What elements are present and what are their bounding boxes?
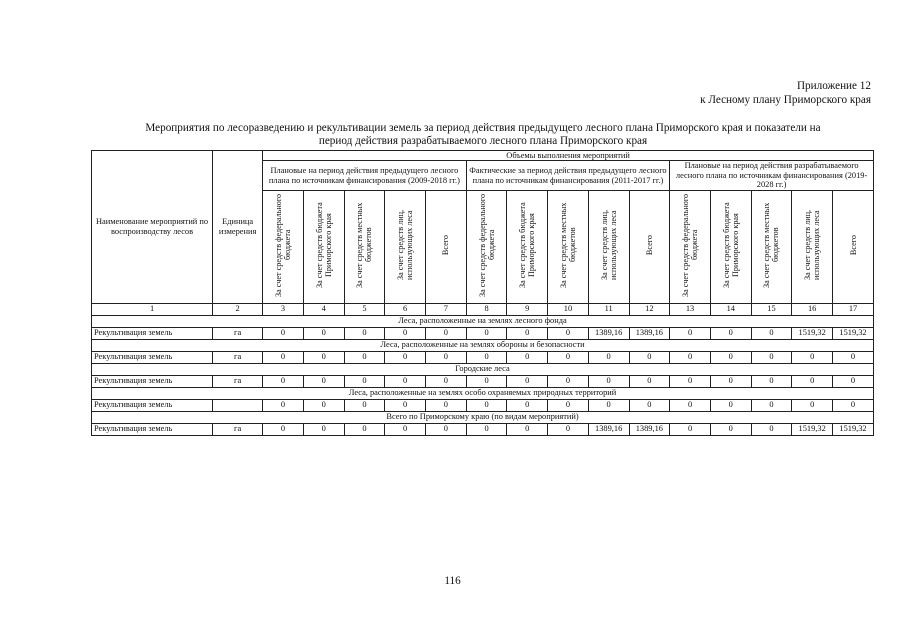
- row-value-cell: 0: [710, 327, 751, 339]
- row-value-cell: 0: [751, 423, 792, 435]
- row-unit: га: [213, 375, 263, 387]
- header-regional-3-label: За счет средств бюджета Приморского края: [721, 202, 740, 289]
- appendix-line-1: Приложение 12: [796, 80, 871, 92]
- header-group-planned-previous: Плановые на период действия предыдущего лесного плана по источникам финансирования (2009-2018 гг.): [263, 161, 467, 190]
- header-total-2: [629, 190, 670, 303]
- header-regional-1-label: За счет средств бюджета Приморского края: [314, 202, 333, 289]
- header-local-1-label: За счет средств местных бюджетов: [355, 202, 374, 289]
- row-value-cell: 0: [507, 351, 548, 363]
- measures-table: [91, 150, 874, 436]
- row-value-cell: 0: [710, 399, 751, 411]
- header-users-2-label: За счет средств лиц, использующих леса: [599, 210, 618, 281]
- table-row: [92, 375, 874, 387]
- column-number: 6: [385, 303, 426, 315]
- row-value-cell: 0: [344, 399, 385, 411]
- header-name: Наименование мероприятий по воспроизводству лесов: [92, 151, 213, 304]
- row-value-cell: 0: [833, 399, 874, 411]
- row-measure-name: Рекультивация земель: [92, 375, 213, 387]
- header-users-3-label: За счет средств лиц, использующих леса: [803, 210, 822, 281]
- appendix-label: [700, 79, 871, 107]
- row-value-cell: 0: [344, 423, 385, 435]
- row-value-cell: 0: [507, 399, 548, 411]
- header-users-2: [588, 190, 629, 303]
- section-header-row: [92, 315, 874, 327]
- row-value-cell: 0: [425, 375, 466, 387]
- header-users-1-label: За счет средств лиц, использующих леса: [396, 210, 415, 281]
- header-total-2-label: Всего: [644, 235, 654, 256]
- row-value-cell: 0: [303, 351, 344, 363]
- row-value-cell: 0: [385, 375, 426, 387]
- row-value-cell: 0: [303, 399, 344, 411]
- row-value-cell: 0: [466, 351, 507, 363]
- section-title: Городские леса: [92, 363, 874, 375]
- row-value-cell: 0: [710, 423, 751, 435]
- header-users-1: [385, 190, 426, 303]
- row-value-cell: 0: [425, 399, 466, 411]
- row-value-cell: 0: [385, 399, 426, 411]
- header-volumes: Объемы выполнения мероприятий: [263, 151, 874, 161]
- row-value-cell: 0: [588, 351, 629, 363]
- section-title: Леса, расположенные на землях лесного фонда: [92, 315, 874, 327]
- section-header-row: [92, 411, 874, 423]
- row-value-cell: 0: [751, 399, 792, 411]
- header-group-planned-new: Плановые на период действия разрабатываемого лесного плана по источникам финансирования (2019-2028 гг.): [670, 161, 874, 190]
- row-value-cell: 0: [710, 375, 751, 387]
- row-value-cell: 1519,32: [833, 327, 874, 339]
- row-unit: га: [213, 351, 263, 363]
- section-title: Леса, расположенные на землях особо охраняемых природных территорий: [92, 387, 874, 399]
- column-number: 12: [629, 303, 670, 315]
- row-value-cell: 0: [548, 327, 589, 339]
- row-value-cell: 0: [425, 327, 466, 339]
- section-header-row: [92, 363, 874, 375]
- header-federal-2-label: За счет средств федерального бюджета: [477, 193, 496, 297]
- header-regional-1: [303, 190, 344, 303]
- row-value-cell: 0: [385, 351, 426, 363]
- header-local-2-label: За счет средств местных бюджетов: [558, 202, 577, 289]
- header-local-2: [548, 190, 589, 303]
- header-local-3: [751, 190, 792, 303]
- header-group-actual-previous: Фактические за период действия предыдущего лесного плана по источникам финансирования (2011-2017 гг.): [466, 161, 670, 190]
- row-value-cell: 0: [751, 375, 792, 387]
- table-row: [92, 327, 874, 339]
- header-total-1: [425, 190, 466, 303]
- row-measure-name: Рекультивация земель: [92, 327, 213, 339]
- row-unit: га: [213, 327, 263, 339]
- column-number: 5: [344, 303, 385, 315]
- row-value-cell: 0: [792, 375, 833, 387]
- row-measure-name: Рекультивация земель: [92, 399, 213, 411]
- row-value-cell: 0: [507, 423, 548, 435]
- row-value-cell: 0: [548, 375, 589, 387]
- row-value-cell: 0: [833, 351, 874, 363]
- table-body: [92, 303, 874, 435]
- column-number: 15: [751, 303, 792, 315]
- column-number: 3: [263, 303, 304, 315]
- row-value-cell: 0: [466, 327, 507, 339]
- header-total-3-label: Всего: [848, 235, 858, 256]
- row-value-cell: 0: [385, 423, 426, 435]
- row-value-cell: 0: [466, 423, 507, 435]
- column-number: 10: [548, 303, 589, 315]
- column-number: 13: [670, 303, 711, 315]
- appendix-line-2: к Лесному плану Приморского края: [700, 94, 871, 106]
- row-value-cell: 0: [629, 375, 670, 387]
- row-value-cell: 0: [670, 423, 711, 435]
- row-value-cell: 1519,32: [792, 423, 833, 435]
- row-value-cell: 0: [670, 399, 711, 411]
- table-row: [92, 399, 874, 411]
- row-value-cell: 0: [263, 423, 304, 435]
- row-value-cell: 0: [263, 327, 304, 339]
- header-regional-2-label: За счет средств бюджета Приморского края: [518, 202, 537, 289]
- column-number: 2: [213, 303, 263, 315]
- header-federal-1: [263, 190, 304, 303]
- header-users-3: [792, 190, 833, 303]
- row-measure-name: Рекультивация земель: [92, 351, 213, 363]
- row-value-cell: 1389,16: [588, 423, 629, 435]
- row-value-cell: 0: [548, 423, 589, 435]
- row-value-cell: 0: [833, 375, 874, 387]
- header-unit: Единица измерения: [213, 151, 263, 304]
- document-title: [88, 122, 878, 148]
- row-value-cell: 0: [263, 351, 304, 363]
- column-number: 4: [303, 303, 344, 315]
- header-federal-1-label: За счет средств федерального бюджета: [274, 193, 293, 297]
- header-local-3-label: За счет средств местных бюджетов: [762, 202, 781, 289]
- row-value-cell: 0: [507, 375, 548, 387]
- row-value-cell: 1389,16: [629, 423, 670, 435]
- row-value-cell: 0: [629, 399, 670, 411]
- row-unit: [213, 399, 263, 411]
- row-value-cell: 0: [751, 351, 792, 363]
- row-value-cell: 0: [548, 399, 589, 411]
- row-value-cell: 0: [670, 327, 711, 339]
- row-value-cell: 0: [507, 327, 548, 339]
- row-value-cell: 0: [792, 351, 833, 363]
- header-local-1: [344, 190, 385, 303]
- row-value-cell: 0: [303, 327, 344, 339]
- row-value-cell: 0: [303, 423, 344, 435]
- row-value-cell: 1389,16: [629, 327, 670, 339]
- document-title-line-2: период действия разрабатываемого лесного плана Приморского края: [318, 135, 648, 147]
- column-number: 17: [833, 303, 874, 315]
- row-value-cell: 0: [385, 327, 426, 339]
- row-measure-name: Рекультивация земель: [92, 423, 213, 435]
- row-value-cell: 0: [588, 399, 629, 411]
- column-number: 11: [588, 303, 629, 315]
- row-value-cell: 1519,32: [833, 423, 874, 435]
- row-value-cell: 0: [425, 423, 466, 435]
- row-value-cell: 0: [670, 375, 711, 387]
- header-total-1-label: Всего: [441, 235, 451, 256]
- column-number: 14: [710, 303, 751, 315]
- table-row: [92, 423, 874, 435]
- table-row: [92, 351, 874, 363]
- row-value-cell: 0: [263, 399, 304, 411]
- column-number: 9: [507, 303, 548, 315]
- section-header-row: [92, 339, 874, 351]
- row-value-cell: 0: [344, 327, 385, 339]
- header-federal-3: [670, 190, 711, 303]
- section-title: Леса, расположенные на землях обороны и безопасности: [92, 339, 874, 351]
- column-number: 8: [466, 303, 507, 315]
- row-value-cell: 0: [344, 351, 385, 363]
- header-federal-2: [466, 190, 507, 303]
- page-number: 116: [444, 575, 461, 587]
- row-value-cell: 0: [344, 375, 385, 387]
- column-number-row: [92, 303, 874, 315]
- column-number: 7: [425, 303, 466, 315]
- header-federal-3-label: За счет средств федерального бюджета: [681, 193, 700, 297]
- row-value-cell: 0: [629, 351, 670, 363]
- header-regional-2: [507, 190, 548, 303]
- row-unit: га: [213, 423, 263, 435]
- row-value-cell: 0: [792, 399, 833, 411]
- column-number: 16: [792, 303, 833, 315]
- row-value-cell: 1519,32: [792, 327, 833, 339]
- row-value-cell: 0: [466, 375, 507, 387]
- row-value-cell: 0: [303, 375, 344, 387]
- header-regional-3: [710, 190, 751, 303]
- row-value-cell: 0: [263, 375, 304, 387]
- section-title: Всего по Приморскому краю (по видам мероприятий): [92, 411, 874, 423]
- row-value-cell: 0: [751, 327, 792, 339]
- row-value-cell: 0: [710, 351, 751, 363]
- row-value-cell: 1389,16: [588, 327, 629, 339]
- row-value-cell: 0: [466, 399, 507, 411]
- row-value-cell: 0: [425, 351, 466, 363]
- row-value-cell: 0: [548, 351, 589, 363]
- section-header-row: [92, 387, 874, 399]
- row-value-cell: 0: [670, 351, 711, 363]
- row-value-cell: 0: [588, 375, 629, 387]
- column-number: 1: [92, 303, 213, 315]
- document-title-line-1: Мероприятия по лесоразведению и рекультивации земель за период действия предыдущего лесного плана Приморского края и показатели на: [145, 122, 821, 134]
- header-total-3: [833, 190, 874, 303]
